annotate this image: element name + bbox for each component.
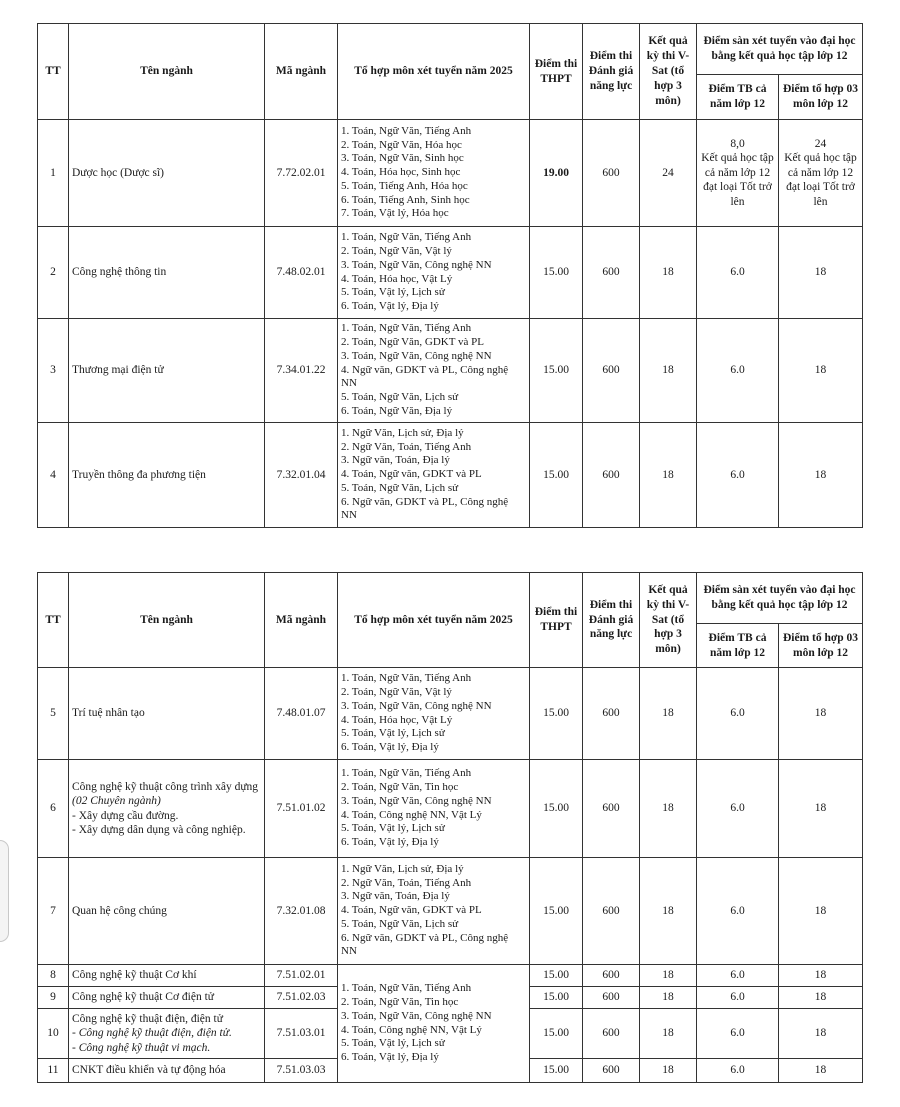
- table-row: [38, 858, 863, 965]
- row-combos: 1. Ngữ Văn, Lịch sử, Địa lý 2. Ngữ Văn, Toán, Tiếng Anh 3. Ngữ văn, Toán, Địa lý 4. Toán, Ngữ văn, GDKT và PL 5. Toán, Ngữ Văn, Lịch sử 6. Ngữ văn, GDKT và PL, Công nghệ NN: [338, 858, 530, 965]
- row-dgnl: 600: [583, 668, 640, 760]
- row-thpt: 15.00: [530, 319, 583, 423]
- row-dgnl: 600: [583, 1059, 640, 1083]
- row-code: 7.48.02.01: [265, 227, 338, 319]
- row-tb12: 6.0: [697, 1009, 779, 1059]
- side-scroll-tab[interactable]: [0, 840, 9, 942]
- header-tt: TT: [38, 24, 69, 120]
- row-name: Trí tuệ nhân tạo: [69, 668, 265, 760]
- row-dgnl: 600: [583, 965, 640, 987]
- row-code: 7.51.02.03: [265, 987, 338, 1009]
- row-combos: 1. Ngữ Văn, Lịch sử, Địa lý 2. Ngữ Văn, Toán, Tiếng Anh 3. Ngữ văn, Toán, Địa lý 4. Toán, Ngữ văn, GDKT và PL 5. Toán, Ngữ Văn, Lịch sử 6. Ngữ văn, GDKT và PL, Công nghệ NN: [338, 423, 530, 528]
- row-code: 7.51.02.01: [265, 965, 338, 987]
- row-combos: 1. Toán, Ngữ Văn, Tiếng Anh 2. Toán, Ngữ Văn, Vật lý 3. Toán, Ngữ Văn, Công nghệ NN 4. Toán, Hóa học, Vật Lý 5. Toán, Vật lý, Lịch sử 6. Toán, Vật lý, Địa lý: [338, 668, 530, 760]
- row-thpt: 15.00: [530, 965, 583, 987]
- header-tb12: Điểm TB cả năm lớp 12: [697, 75, 779, 120]
- row-name: Công nghệ kỹ thuật công trình xây dựng (02 Chuyên ngành) - Xây dựng cầu đường. - Xây dựng dân dụng và công nghiệp.: [69, 760, 265, 858]
- row-vsat: 18: [640, 858, 697, 965]
- row-tt: 2: [38, 227, 69, 319]
- header-to-hop12: Điểm tổ hợp 03 môn lớp 12: [779, 624, 863, 668]
- header-ten-nganh: Tên ngành: [69, 24, 265, 120]
- row-tb12: 8,0 Kết quả học tập cả năm lớp 12 đạt loại Tốt trở lên: [697, 120, 779, 227]
- row-code: 7.51.01.02: [265, 760, 338, 858]
- row-tb12: 6.0: [697, 987, 779, 1009]
- row-th12: 18: [779, 760, 863, 858]
- row-dgnl: 600: [583, 858, 640, 965]
- header-ma-nganh: Mã ngành: [265, 573, 338, 668]
- header-to-hop12: Điểm tổ hợp 03 môn lớp 12: [779, 75, 863, 120]
- table-row: [38, 227, 863, 319]
- row-thpt: 15.00: [530, 227, 583, 319]
- row-th12: 18: [779, 319, 863, 423]
- row-combos: 1. Toán, Ngữ Văn, Tiếng Anh 2. Toán, Ngữ Văn, Hóa học 3. Toán, Ngữ Văn, Sinh học 4. Toán, Hóa học, Sinh học 5. Toán, Tiếng Anh, Hóa học 6. Toán, Tiếng Anh, Sinh học 7. Toán, Vật lý, Hóa học: [338, 120, 530, 227]
- admission-table-1: [37, 23, 863, 528]
- row-vsat: 18: [640, 760, 697, 858]
- row-thpt: 15.00: [530, 1059, 583, 1083]
- table-row: [38, 965, 863, 987]
- row-tt: 7: [38, 858, 69, 965]
- header-hoc-ba: Điểm sàn xét tuyển vào đại học bằng kết quả học tập lớp 12: [697, 573, 863, 624]
- row-th12: 18: [779, 423, 863, 528]
- row-thpt: 15.00: [530, 423, 583, 528]
- row-name: Công nghệ thông tin: [69, 227, 265, 319]
- row-dgnl: 600: [583, 319, 640, 423]
- row-name: Thương mại điện tử: [69, 319, 265, 423]
- row-thpt: 15.00: [530, 858, 583, 965]
- row-dgnl: 600: [583, 987, 640, 1009]
- header-to-hop: Tổ hợp môn xét tuyển năm 2025: [338, 24, 530, 120]
- header-ten-nganh: Tên ngành: [69, 573, 265, 668]
- row-combos: 1. Toán, Ngữ Văn, Tiếng Anh 2. Toán, Ngữ Văn, Vật lý 3. Toán, Ngữ Văn, Công nghệ NN 4. Toán, Hóa học, Vật Lý 5. Toán, Vật lý, Lịch sử 6. Toán, Vật lý, Địa lý: [338, 227, 530, 319]
- row-code: 7.32.01.04: [265, 423, 338, 528]
- row-tt: 5: [38, 668, 69, 760]
- table-row: [38, 668, 863, 760]
- row-tt: 10: [38, 1009, 69, 1059]
- header-ma-nganh: Mã ngành: [265, 24, 338, 120]
- row-vsat: 18: [640, 668, 697, 760]
- row-th12: 18: [779, 1009, 863, 1059]
- header-hoc-ba: Điểm sàn xét tuyển vào đại học bằng kết quả học tập lớp 12: [697, 24, 863, 75]
- row-thpt: 19.00: [530, 120, 583, 227]
- row-combos: 1. Toán, Ngữ Văn, Tiếng Anh 2. Toán, Ngữ Văn, Tin học 3. Toán, Ngữ Văn, Công nghệ NN 4. Toán, Công nghệ NN, Vật Lý 5. Toán, Vật lý, Lịch sử 6. Toán, Vật lý, Địa lý: [338, 760, 530, 858]
- row-th12: 18: [779, 1059, 863, 1083]
- table-row: [38, 760, 863, 858]
- row-code: 7.72.02.01: [265, 120, 338, 227]
- row-name: Công nghệ kỹ thuật điện, điện tử - Công nghệ kỹ thuật điện, điện tử. - Công nghệ kỹ thuật vi mạch.: [69, 1009, 265, 1059]
- header-vsat: Kết quả kỳ thi V-Sat (tổ hợp 3 môn): [640, 573, 697, 668]
- row-vsat: 18: [640, 319, 697, 423]
- header-thpt: Điểm thi THPT: [530, 573, 583, 668]
- row-vsat: 18: [640, 1059, 697, 1083]
- row-thpt: 15.00: [530, 760, 583, 858]
- header-tb12: Điểm TB cả năm lớp 12: [697, 624, 779, 668]
- row-th12: 18: [779, 987, 863, 1009]
- header-dgnl: Điểm thi Đánh giá năng lực: [583, 573, 640, 668]
- row-dgnl: 600: [583, 423, 640, 528]
- row-tb12: 6.0: [697, 668, 779, 760]
- row-tt: 6: [38, 760, 69, 858]
- row-thpt: 15.00: [530, 668, 583, 760]
- row-name: Dược học (Dược sĩ): [69, 120, 265, 227]
- header-thpt: Điểm thi THPT: [530, 24, 583, 120]
- row-th12: 18: [779, 668, 863, 760]
- row-dgnl: 600: [583, 1009, 640, 1059]
- row-tb12: 6.0: [697, 1059, 779, 1083]
- row-dgnl: 600: [583, 760, 640, 858]
- row-thpt: 15.00: [530, 987, 583, 1009]
- row-vsat: 24: [640, 120, 697, 227]
- row-tt: 8: [38, 965, 69, 987]
- row-tb12: 6.0: [697, 227, 779, 319]
- header-tt: TT: [38, 573, 69, 668]
- row-combos: 1. Toán, Ngữ Văn, Tiếng Anh 2. Toán, Ngữ Văn, GDKT và PL 3. Toán, Ngữ Văn, Công nghệ NN 4. Ngữ văn, GDKT và PL, Công nghệ NN 5. Toán, Ngữ Văn, Lịch sử 6. Toán, Ngữ Văn, Địa lý: [338, 319, 530, 423]
- row-thpt: 15.00: [530, 1009, 583, 1059]
- row-vsat: 18: [640, 1009, 697, 1059]
- row-name: CNKT điều khiển và tự động hóa: [69, 1059, 265, 1083]
- table-row: [38, 120, 863, 227]
- row-tb12: 6.0: [697, 965, 779, 987]
- row-th12: 18: [779, 227, 863, 319]
- row-code: 7.51.03.01: [265, 1009, 338, 1059]
- row-tb12: 6.0: [697, 858, 779, 965]
- row-tt: 9: [38, 987, 69, 1009]
- row-code: 7.32.01.08: [265, 858, 338, 965]
- header-vsat: Kết quả kỳ thi V-Sat (tổ hợp 3 môn): [640, 24, 697, 120]
- row-tt: 4: [38, 423, 69, 528]
- row-code: 7.34.01.22: [265, 319, 338, 423]
- row-vsat: 18: [640, 965, 697, 987]
- row-vsat: 18: [640, 423, 697, 528]
- row-th12: 24 Kết quả học tập cả năm lớp 12 đạt loại Tốt trở lên: [779, 120, 863, 227]
- row-tt: 1: [38, 120, 69, 227]
- row-vsat: 18: [640, 227, 697, 319]
- row-tt: 11: [38, 1059, 69, 1083]
- row-tb12: 6.0: [697, 423, 779, 528]
- row-dgnl: 600: [583, 227, 640, 319]
- row-th12: 18: [779, 965, 863, 987]
- header-dgnl: Điểm thi Đánh giá năng lực: [583, 24, 640, 120]
- row-code: 7.48.01.07: [265, 668, 338, 760]
- row-tb12: 6.0: [697, 319, 779, 423]
- row-dgnl: 600: [583, 120, 640, 227]
- row-name: Công nghệ kỹ thuật Cơ điện tử: [69, 987, 265, 1009]
- table-row: [38, 423, 863, 528]
- row-tb12: 6.0: [697, 760, 779, 858]
- row-th12: 18: [779, 858, 863, 965]
- row-name: Quan hệ công chúng: [69, 858, 265, 965]
- admission-table-2: [37, 572, 863, 1083]
- row-vsat: 18: [640, 987, 697, 1009]
- table-row: [38, 319, 863, 423]
- row-name: Truyền thông đa phương tiện: [69, 423, 265, 528]
- row-code: 7.51.03.03: [265, 1059, 338, 1083]
- row-tt: 3: [38, 319, 69, 423]
- header-to-hop: Tổ hợp môn xét tuyển năm 2025: [338, 573, 530, 668]
- shared-combos: 1. Toán, Ngữ Văn, Tiếng Anh 2. Toán, Ngữ Văn, Tin học 3. Toán, Ngữ Văn, Công nghệ NN 4. Toán, Công nghệ NN, Vật Lý 5. Toán, Vật lý, Lịch sử 6. Toán, Vật lý, Địa lý: [338, 965, 530, 1083]
- row-name: Công nghệ kỹ thuật Cơ khí: [69, 965, 265, 987]
